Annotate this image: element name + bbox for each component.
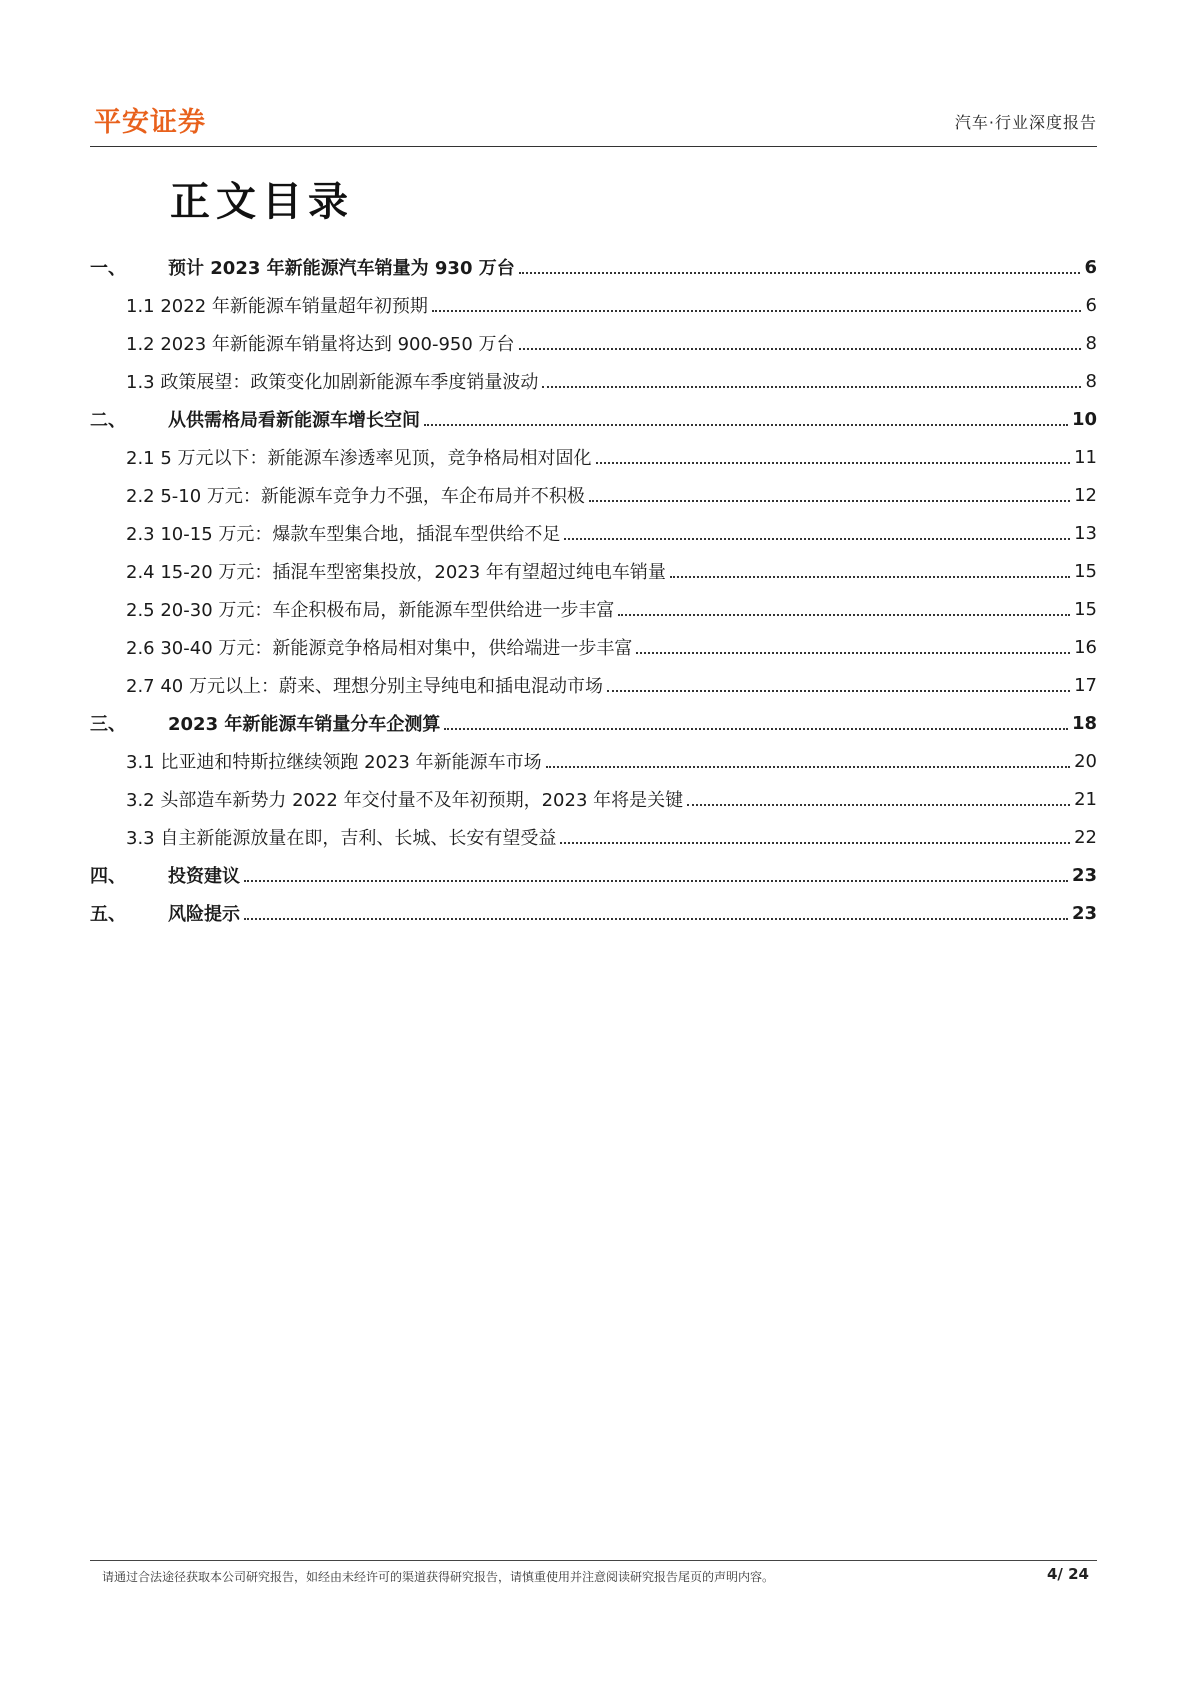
toc-leader-dots bbox=[424, 424, 1068, 426]
footer-divider bbox=[90, 1560, 1097, 1561]
footer-disclaimer: 请通过合法途径获取本公司研究报告，如经由未经许可的渠道获得研究报告，请慎重使用并注意阅读研究报告尾页的声明内容。 bbox=[102, 1570, 775, 1584]
toc-entry[interactable] bbox=[90, 818, 1097, 856]
toc-entry-label: 2.7 40 万元以上：蔚来、理想分别主导纯电和插电混动市场 bbox=[126, 676, 603, 697]
page-number: 4/ 24 bbox=[1046, 1565, 1089, 1583]
toc-page-number: 10 bbox=[1071, 408, 1097, 430]
toc-leader-dots bbox=[670, 576, 1070, 578]
report-type: 汽车·行业深度报告 bbox=[954, 113, 1097, 132]
toc-leader-dots bbox=[596, 462, 1071, 464]
toc-page-number: 16 bbox=[1074, 636, 1097, 658]
header-divider bbox=[90, 146, 1097, 147]
toc-title: 正文目录 bbox=[170, 179, 354, 225]
toc-page-number: 17 bbox=[1074, 674, 1097, 696]
toc-entry-label: 3.1 比亚迪和特斯拉继续领跑 2023 年新能源车市场 bbox=[126, 752, 542, 773]
toc-entry[interactable] bbox=[90, 590, 1097, 628]
toc-entry-label: 2.4 15-20 万元：插混车型密集投放，2023 年有望超过纯电车销量 bbox=[126, 562, 666, 583]
toc-entry[interactable] bbox=[90, 362, 1097, 400]
toc-page-number: 23 bbox=[1071, 902, 1097, 924]
toc-entry[interactable] bbox=[90, 666, 1097, 704]
toc-entry-label: 预计 2023 年新能源汽车销量为 930 万台 bbox=[168, 258, 515, 279]
toc-leader-dots bbox=[636, 652, 1070, 654]
toc-entry-label: 2.3 10-15 万元：爆款车型集合地，插混车型供给不足 bbox=[126, 524, 561, 545]
toc-leader-dots bbox=[618, 614, 1070, 616]
toc-entry-label: 从供需格局看新能源车增长空间 bbox=[168, 410, 420, 431]
toc-entry-label: 2023 年新能源车销量分车企测算 bbox=[168, 714, 441, 735]
toc-leader-dots bbox=[244, 918, 1068, 920]
toc-entry-label: 2.1 5 万元以下：新能源车渗透率见顶，竞争格局相对固化 bbox=[126, 448, 592, 469]
toc-page-number: 11 bbox=[1074, 446, 1097, 468]
toc-page-number: 18 bbox=[1071, 712, 1097, 734]
toc-leader-dots bbox=[542, 386, 1081, 388]
toc-entry[interactable] bbox=[90, 704, 1097, 742]
toc-page-number: 12 bbox=[1074, 484, 1097, 506]
toc-page-number: 8 bbox=[1085, 332, 1097, 354]
toc-entry[interactable] bbox=[90, 324, 1097, 362]
toc-entry[interactable] bbox=[90, 438, 1097, 476]
page-header bbox=[90, 96, 1097, 146]
toc-page-number: 8 bbox=[1085, 370, 1097, 392]
toc-entry-label: 1.2 2023 年新能源车销量将达到 900-950 万台 bbox=[126, 334, 515, 355]
toc-leader-dots bbox=[564, 538, 1070, 540]
table-of-contents bbox=[90, 248, 1097, 932]
toc-page-number: 6 bbox=[1085, 294, 1097, 316]
toc-entry-label: 1.1 2022 年新能源车销量超年初预期 bbox=[126, 296, 428, 317]
toc-leader-dots bbox=[519, 348, 1081, 350]
toc-page-number: 6 bbox=[1084, 256, 1097, 278]
toc-entry[interactable] bbox=[90, 552, 1097, 590]
toc-entry[interactable] bbox=[90, 856, 1097, 894]
toc-entry[interactable] bbox=[90, 248, 1097, 286]
toc-page-number: 15 bbox=[1074, 598, 1097, 620]
toc-page-number: 23 bbox=[1071, 864, 1097, 886]
toc-leader-dots bbox=[519, 272, 1081, 274]
toc-page-number: 21 bbox=[1074, 788, 1097, 810]
toc-page-number: 20 bbox=[1074, 750, 1097, 772]
toc-page-number: 13 bbox=[1074, 522, 1097, 544]
toc-entry[interactable] bbox=[90, 286, 1097, 324]
toc-entry-label: 2.5 20-30 万元：车企积极布局，新能源车型供给进一步丰富 bbox=[126, 600, 615, 621]
toc-page-number: 15 bbox=[1074, 560, 1097, 582]
toc-leader-dots bbox=[432, 310, 1081, 312]
toc-page-number: 22 bbox=[1074, 826, 1097, 848]
toc-section-number: 四、 bbox=[90, 866, 126, 887]
toc-entry-label: 2.2 5-10 万元：新能源车竞争力不强，车企布局并不积极 bbox=[126, 486, 585, 507]
toc-leader-dots bbox=[560, 842, 1070, 844]
toc-section-number: 一、 bbox=[90, 258, 126, 279]
toc-section-number: 五、 bbox=[90, 904, 126, 925]
toc-section-number: 三、 bbox=[90, 714, 126, 735]
company-logo: 平安证券 bbox=[94, 107, 206, 138]
toc-section-number: 二、 bbox=[90, 410, 126, 431]
toc-entry-label: 3.2 头部造车新势力 2022 年交付量不及年初预期，2023 年将是关键 bbox=[126, 790, 684, 811]
toc-leader-dots bbox=[607, 690, 1070, 692]
toc-entry-label: 3.3 自主新能源放量在即，吉利、长城、长安有望受益 bbox=[126, 828, 557, 849]
toc-entry-label: 投资建议 bbox=[168, 866, 240, 887]
toc-entry-label: 1.3 政策展望：政策变化加剧新能源车季度销量波动 bbox=[126, 372, 539, 393]
toc-leader-dots bbox=[244, 880, 1068, 882]
toc-entry[interactable] bbox=[90, 400, 1097, 438]
toc-entry[interactable] bbox=[90, 628, 1097, 666]
toc-leader-dots bbox=[687, 804, 1070, 806]
toc-entry[interactable] bbox=[90, 514, 1097, 552]
toc-leader-dots bbox=[444, 728, 1068, 730]
toc-entry[interactable] bbox=[90, 894, 1097, 932]
toc-entry-label: 风险提示 bbox=[168, 904, 240, 925]
toc-entry[interactable] bbox=[90, 780, 1097, 818]
toc-entry[interactable] bbox=[90, 476, 1097, 514]
toc-entry[interactable] bbox=[90, 742, 1097, 780]
toc-entry-label: 2.6 30-40 万元：新能源竞争格局相对集中，供给端进一步丰富 bbox=[126, 638, 633, 659]
toc-leader-dots bbox=[589, 500, 1070, 502]
toc-leader-dots bbox=[546, 766, 1070, 768]
